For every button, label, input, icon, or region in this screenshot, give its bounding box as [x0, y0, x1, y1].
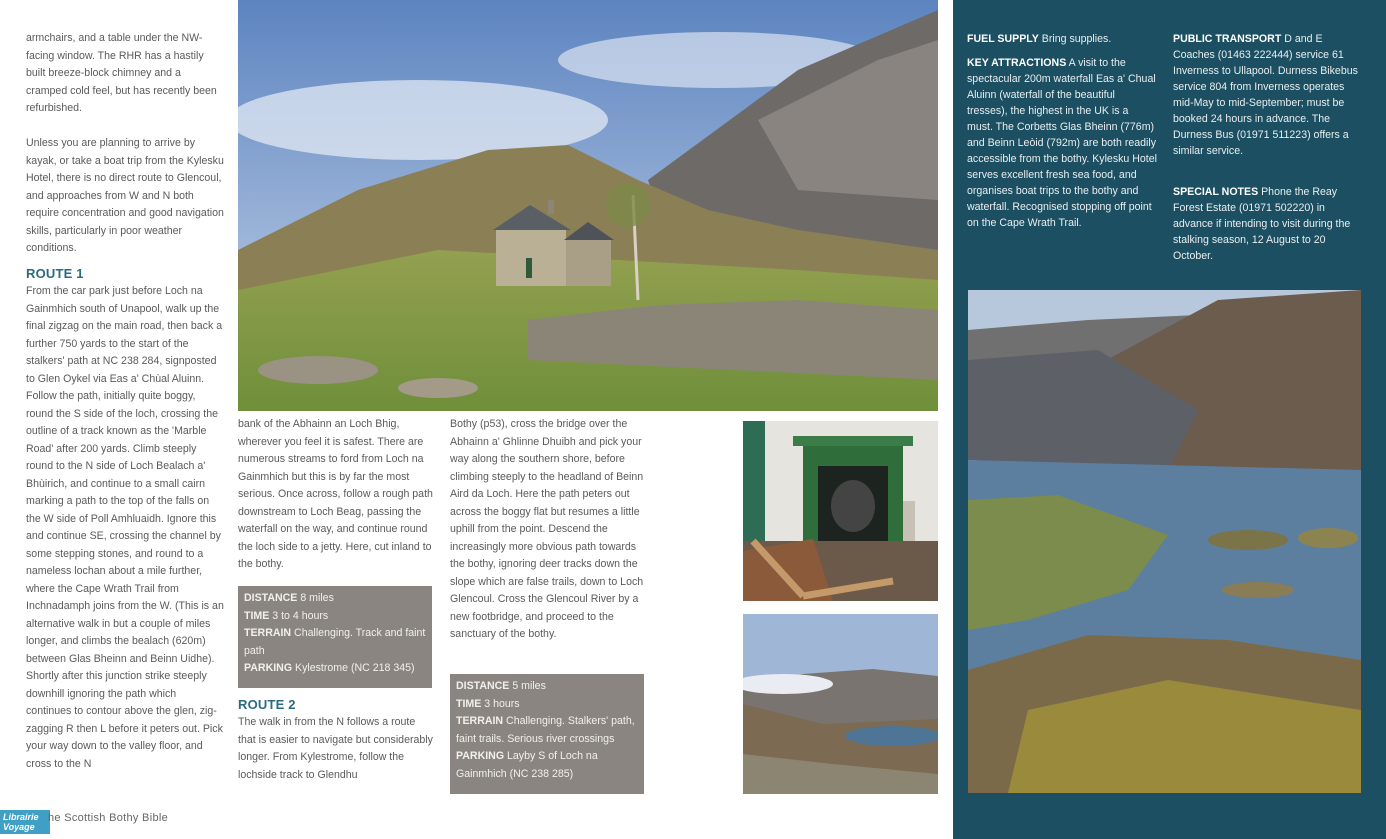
book-title-footer: he Scottish Bothy Bible — [48, 812, 169, 824]
special-notes-text: SPECIAL NOTES Phone the Reay Forest Estate (01971 502220) in advance if intending to visit during the stalking season, 12 August to 20 October. — [1173, 186, 1351, 262]
bothy-interior-photo — [743, 421, 938, 601]
route1-distance: DISTANCE 8 miles — [244, 592, 334, 604]
route2-time: TIME 3 hours — [456, 697, 520, 710]
loch-glencoul-photo — [968, 290, 1361, 793]
route2-heading: ROUTE 2 — [238, 697, 296, 712]
route1-terrain: TERRAIN Challenging. Track and faint path — [244, 627, 426, 657]
glen-view-photo — [743, 614, 938, 794]
public-transport-text: PUBLIC TRANSPORT D and E Coaches (01463 222444) service 61 Inverness to Ullapool. Durness Bikebus service 804 from Inverness operates mid-May to mid-September; must be booked 24 hours in advance. The Durness Bus (01971 511223) offers a similar service. — [1173, 33, 1358, 157]
route2-distance: DISTANCE 5 miles — [456, 680, 546, 692]
route1-heading: ROUTE 1 — [26, 266, 84, 281]
route2-continued-text: Bothy (p53), cross the bridge over the Abhainn a' Ghlinne Dhuibh and pick your way along the southern shore, before climbing steeply to the headland of Beinn Aird da Loch. Here the path peters out across the boggy flat but resumes a little uphill from the point. Descend the increasingly more obvious path towards the bothy, ignoring deer tracks down the slope which are false trails, down to Loch Glencoul. Cross the Glencoul River by a new footbridge, and proceed to the sanctuary of the bothy. — [450, 418, 644, 640]
route1-time: TIME 3 to 4 hours — [244, 609, 329, 622]
route2-parking: PARKING Layby S of Loch na Gainmhich (NC 238 285) — [456, 750, 598, 780]
intro-paragraph: armchairs, and a table under the NW-facing window. The RHR has a hastily built breeze-block chimney and a cramped cold feel, but has recently been refurbished. — [26, 32, 217, 114]
bothy-hillside-photo — [238, 0, 938, 411]
route2-text: The walk in from the N follows a route that is easier to navigate but considerably longer. From Kylestrome, follow the lochside track to Glendhu — [238, 716, 433, 781]
bookshop-logo: Librairie Voyage — [0, 810, 50, 834]
route1-continued-text: bank of the Abhainn an Loch Bhig, wherever you feel it is safest. There are numerous streams to ford from Loch na Gainmhich but this is by far the most serious. Once across, follow a rough path downstream to Loch Beag, passing the waterfall on the way, and continue round the loch side to a jetty. Here, cut inland to the bothy. — [238, 418, 433, 570]
fuel-supply-text: FUEL SUPPLY Bring supplies. — [967, 33, 1112, 45]
route2-info-box — [450, 674, 644, 794]
route1-text: From the car park just before Loch na Gainmhich south of Unapool, walk up the final zigzag on the main road, then back a further 750 yards to the start of the stalkers' path at NC 238 284, signposted to Glen Oykel via Eas a' Chùal Aluinn. Follow the path, initially quite boggy, round the S side of the loch, crossing the outline of a track known as the 'Marble Road' after 200 yards. Climb steeply round to the N side of Loch Bealach a' Bhùirich, and continue to a small cairn marking a path to the top of the falls on the W side of Poll Amhluaidh. Ignore this and continue SE, crossing the channel by some stepping stones, and round to a nameless lochan about a mile further, where the Cape Wrath Trail from Inchnadamph joins from the W. (This is an alternative walk in but a couple of miles longer, and climbs the bealach (620m) between Glas Bheinn and Beinn Uidhe). Shortly after this junction strike steeply downhill ignoring the path which continues to contour above the glen, zig-zagging R then L before it peters out. Pick your way down to the valley floor, and cross to the N — [26, 285, 224, 770]
key-attractions-text: KEY ATTRACTIONS A visit to the spectacular 200m waterfall Eas a' Chual Aluinn (waterfall of the beautiful tresses), the highest in the UK is a must. The Corbetts Glas Bheinn (776m) and Beinn Leòid (792m) are both readily accessible from the bothy. Kylesku Hotel serves excellent fresh sea food, and organises boat trips to the bothy and waterfall. Recognised stopping off point on the Cape Wrath Trail. — [967, 57, 1157, 229]
route1-info-box — [238, 586, 432, 688]
route2-terrain: TERRAIN Challenging. Stalkers' path, faint trails. Serious river crossings — [456, 715, 635, 745]
route1-parking: PARKING Kylestrome (NC 218 345) — [244, 662, 415, 674]
approach-paragraph: Unless you are planning to arrive by kayak, or take a boat trip from the Kylesku Hotel, there is no direct route to Glencoul, and approaches from W and N both require concentration and good navigation skills, particularly in poor weather conditions. — [26, 137, 224, 254]
